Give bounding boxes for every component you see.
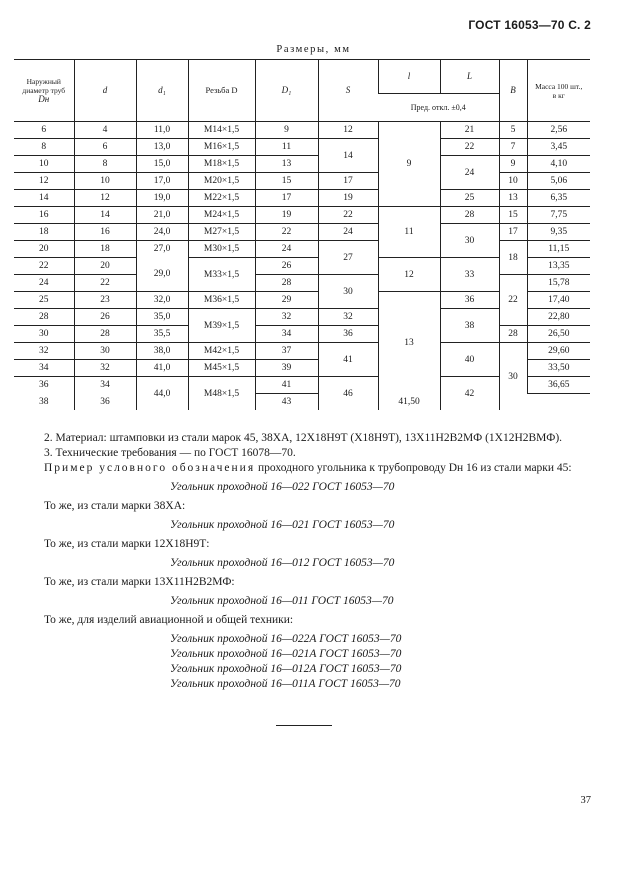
cell-S: 12 — [318, 122, 378, 139]
cell-d1: 32,0 — [136, 292, 188, 309]
page-header: ГОСТ 16053—70 С. 2 — [468, 18, 591, 32]
cell-S: 41 — [318, 343, 378, 377]
cell-dn: 18 — [14, 224, 74, 241]
cell-dn: 20 — [14, 241, 74, 258]
header-S: S — [318, 60, 378, 122]
cell-D1: 24 — [255, 241, 318, 258]
cell-dn: 8 — [14, 139, 74, 156]
cell-d: 4 — [74, 122, 136, 139]
cell-d1: 41,0 — [136, 360, 188, 377]
cell-D1: 13 — [255, 156, 318, 173]
note-material: 2. Материал: штамповки из стали марок 45, 38ХА, 12Х18Н9Т (Х18Н9Т), 13Х11Н2В2МФ (1Х12Н2ВМФ). — [44, 432, 563, 444]
cell-thread: М33×1,5 — [188, 258, 255, 292]
cell-d: 30 — [74, 343, 136, 360]
cell-mass: 13,35 — [527, 258, 590, 275]
cell-B: 28 — [499, 326, 527, 343]
cell-B: 18 — [499, 241, 527, 275]
cell-dn: 22 — [14, 258, 74, 275]
cell-d: 18 — [74, 241, 136, 258]
cell-D1: 41 — [255, 377, 318, 394]
cell-dn: 12 — [14, 173, 74, 190]
designation-example: Угольник проходной 16—012А ГОСТ 16053—70 — [170, 663, 402, 675]
cell-B: 13 — [499, 190, 527, 207]
cell-L: 25 — [440, 190, 499, 207]
table-row — [14, 343, 590, 360]
cell-dn: 25 — [14, 292, 74, 309]
note-same-13x11: То же, из стали марки 13Х11Н2В2МФ: — [44, 576, 235, 588]
cell-thread: М22×1,5 — [188, 190, 255, 207]
cell-l: 12 — [378, 258, 440, 292]
cell-mass: 3,45 — [527, 139, 590, 156]
cell-dn: 30 — [14, 326, 74, 343]
cell-d1: 15,0 — [136, 156, 188, 173]
cell-l: 9 — [378, 122, 440, 207]
cell-mass: 17,40 — [527, 292, 590, 309]
cell-D1: 9 — [255, 122, 318, 139]
cell-D1: 17 — [255, 190, 318, 207]
cell-L: 22 — [440, 139, 499, 156]
cell-mass: 36,65 — [527, 377, 590, 394]
cell-dn: 14 — [14, 190, 74, 207]
page-number: 37 — [580, 795, 591, 806]
cell-L: 42 — [440, 377, 499, 411]
cell-d1: 24,0 — [136, 224, 188, 241]
cell-mass: 2,56 — [527, 122, 590, 139]
header-L: L — [440, 60, 499, 94]
header-d1: d₁ — [136, 60, 188, 122]
cell-S: 19 — [318, 190, 378, 207]
cell-thread: М14×1,5 — [188, 122, 255, 139]
cell-thread: М45×1,5 — [188, 360, 255, 377]
cell-L: 28 — [440, 207, 499, 224]
cell-L: 40 — [440, 343, 499, 377]
cell-d1: 44,0 — [136, 377, 188, 411]
cell-d1: 19,0 — [136, 190, 188, 207]
cell-dn: 6 — [14, 122, 74, 139]
cell-B: 9 — [499, 156, 527, 173]
table-row — [14, 190, 590, 207]
cell-d: 14 — [74, 207, 136, 224]
cell-S: 46 — [318, 377, 378, 411]
cell-d1: 11,0 — [136, 122, 188, 139]
cell-dn: 24 — [14, 275, 74, 292]
cell-mass: 33,50 — [527, 360, 590, 377]
cell-S: 22 — [318, 207, 378, 224]
cell-thread: М20×1,5 — [188, 173, 255, 190]
table-row — [14, 156, 590, 173]
cell-L: 36 — [440, 292, 499, 309]
cell-d: 23 — [74, 292, 136, 309]
cell-thread: М42×1,5 — [188, 343, 255, 360]
table-row — [14, 224, 590, 241]
header-mass: Масса 100 шт., в кг — [527, 60, 590, 122]
table-row — [14, 275, 590, 292]
cell-B: 5 — [499, 122, 527, 139]
cell-L: 24 — [440, 156, 499, 190]
cell-thread: М16×1,5 — [188, 139, 255, 156]
cell-mass: 6,35 — [527, 190, 590, 207]
cell-d: 8 — [74, 156, 136, 173]
cell-mass: 9,35 — [527, 224, 590, 241]
cell-D1: 28 — [255, 275, 318, 292]
cell-B: 7 — [499, 139, 527, 156]
cell-mass: 4,10 — [527, 156, 590, 173]
cell-d1: 17,0 — [136, 173, 188, 190]
cell-l: 13 — [378, 292, 440, 394]
cell-d: 12 — [74, 190, 136, 207]
cell-d1: 13,0 — [136, 139, 188, 156]
designation-example: Угольник проходной 16—021А ГОСТ 16053—70 — [170, 648, 402, 660]
cell-B: 17 — [499, 224, 527, 241]
cell-D1: 39 — [255, 360, 318, 377]
cell-S: 14 — [318, 139, 378, 173]
cell-S: 17 — [318, 173, 378, 190]
cell-D1: 26 — [255, 258, 318, 275]
cell-d: 36 — [74, 394, 136, 411]
cell-dn: 38 — [39, 396, 49, 407]
header-tolerance: Пред. откл. ±0,4 — [378, 94, 499, 122]
cell-l: 11 — [378, 207, 440, 258]
cell-S: 32 — [318, 309, 378, 326]
cell-D1: 15 — [255, 173, 318, 190]
designation-example: Угольник проходной 16—011 ГОСТ 16053—70 — [170, 595, 394, 607]
cell-thread: М36×1,5 — [188, 292, 255, 309]
cell-D1: 43 — [255, 394, 318, 411]
cell-S: 36 — [318, 326, 378, 343]
cell-d1: 21,0 — [136, 207, 188, 224]
header-thread: Резьба D — [188, 60, 255, 122]
notes-section — [30, 431, 590, 692]
table-row — [14, 326, 590, 343]
cell-B: 15 — [499, 207, 527, 224]
designation-example: Угольник проходной 16—022А ГОСТ 16053—70 — [170, 633, 402, 645]
header-l: l — [378, 60, 440, 94]
cell-thread: М27×1,5 — [188, 224, 255, 241]
cell-B: 10 — [499, 173, 527, 190]
cell-D1: 11 — [255, 139, 318, 156]
note-same-aviation: То же, для изделий авиационной и общей техники: — [44, 614, 294, 626]
cell-thread: М24×1,5 — [188, 207, 255, 224]
cell-dn: 32 — [14, 343, 74, 360]
designation-example: Угольник проходной 16—012 ГОСТ 16053—70 — [170, 557, 395, 569]
dimensions-table — [14, 59, 590, 410]
header-B: B — [499, 60, 527, 122]
cell-thread: М48×1,5 — [188, 377, 255, 411]
cell-mass: 7,75 — [527, 207, 590, 224]
cell-D1: 19 — [255, 207, 318, 224]
header-dn: Наружный диаметр труб Dн — [14, 60, 74, 122]
table-row — [14, 173, 590, 190]
designation-example: Угольник проходной 16—022 ГОСТ 16053—70 — [170, 481, 395, 493]
designation-example: Угольник проходной 16—021 ГОСТ 16053—70 — [170, 519, 395, 531]
cell-d: 34 — [74, 377, 136, 394]
table-caption: Размеры, мм — [276, 44, 351, 55]
note-same-38xa: То же, из стали марки 38ХА: — [44, 500, 186, 512]
table-row — [14, 241, 590, 258]
cell-B: 30 — [499, 343, 527, 411]
cell-d: 10 — [74, 173, 136, 190]
cell-d: 22 — [74, 275, 136, 292]
table-row — [14, 207, 590, 224]
cell-thread: М39×1,5 — [188, 309, 255, 343]
cell-d: 26 — [74, 309, 136, 326]
cell-dn: 16 — [14, 207, 74, 224]
header-d: d — [74, 60, 136, 122]
header-D1: D₁ — [255, 60, 318, 122]
note-same-12x18: То же, из стали марки 12Х18Н9Т: — [44, 538, 210, 550]
note-example-intro: Пример условного обозначения проходного угольника к трубопроводу Dн 16 из стали марки 45: — [44, 462, 572, 474]
cell-dn: 36 — [39, 380, 49, 391]
cell-d1: 35,0 — [136, 309, 188, 326]
note-technical: 3. Технические требования — по ГОСТ 16078—70. — [44, 447, 296, 459]
table-row — [14, 139, 590, 156]
cell-S: 27 — [318, 241, 378, 275]
cell-S: 24 — [318, 224, 378, 241]
cell-mass: 15,78 — [527, 275, 590, 292]
table-row — [14, 122, 590, 139]
cell-dn: 34 — [14, 360, 74, 377]
cell-d: 16 — [74, 224, 136, 241]
cell-d1: 38,0 — [136, 343, 188, 360]
cell-mass: 29,60 — [527, 343, 590, 360]
cell-D1: 34 — [255, 326, 318, 343]
cell-d: 20 — [74, 258, 136, 275]
cell-L: 21 — [440, 122, 499, 139]
cell-D1: 22 — [255, 224, 318, 241]
cell-d: 28 — [74, 326, 136, 343]
cell-D1: 32 — [255, 309, 318, 326]
cell-mass: 11,15 — [527, 241, 590, 258]
cell-mass: 41,50 — [378, 394, 440, 411]
cell-thread: М30×1,5 — [188, 241, 255, 258]
separator-line — [276, 725, 332, 726]
cell-d1: 27,0 — [136, 241, 188, 258]
cell-L: 30 — [440, 224, 499, 258]
cell-d: 6 — [74, 139, 136, 156]
cell-B: 22 — [499, 275, 527, 326]
cell-D1: 37 — [255, 343, 318, 360]
cell-L: 38 — [440, 309, 499, 343]
cell-L: 33 — [440, 258, 499, 292]
cell-d: 32 — [74, 360, 136, 377]
cell-d1: 29,0 — [136, 258, 188, 292]
cell-dn: 10 — [14, 156, 74, 173]
cell-thread: М18×1,5 — [188, 156, 255, 173]
cell-d1: 35,5 — [136, 326, 188, 343]
cell-mass: 5,06 — [527, 173, 590, 190]
cell-D1: 29 — [255, 292, 318, 309]
cell-mass: 26,50 — [527, 326, 590, 343]
cell-mass: 22,80 — [527, 309, 590, 326]
cell-dn: 28 — [14, 309, 74, 326]
designation-example: Угольник проходной 16—011А ГОСТ 16053—70 — [170, 678, 401, 690]
cell-S: 30 — [318, 275, 378, 309]
